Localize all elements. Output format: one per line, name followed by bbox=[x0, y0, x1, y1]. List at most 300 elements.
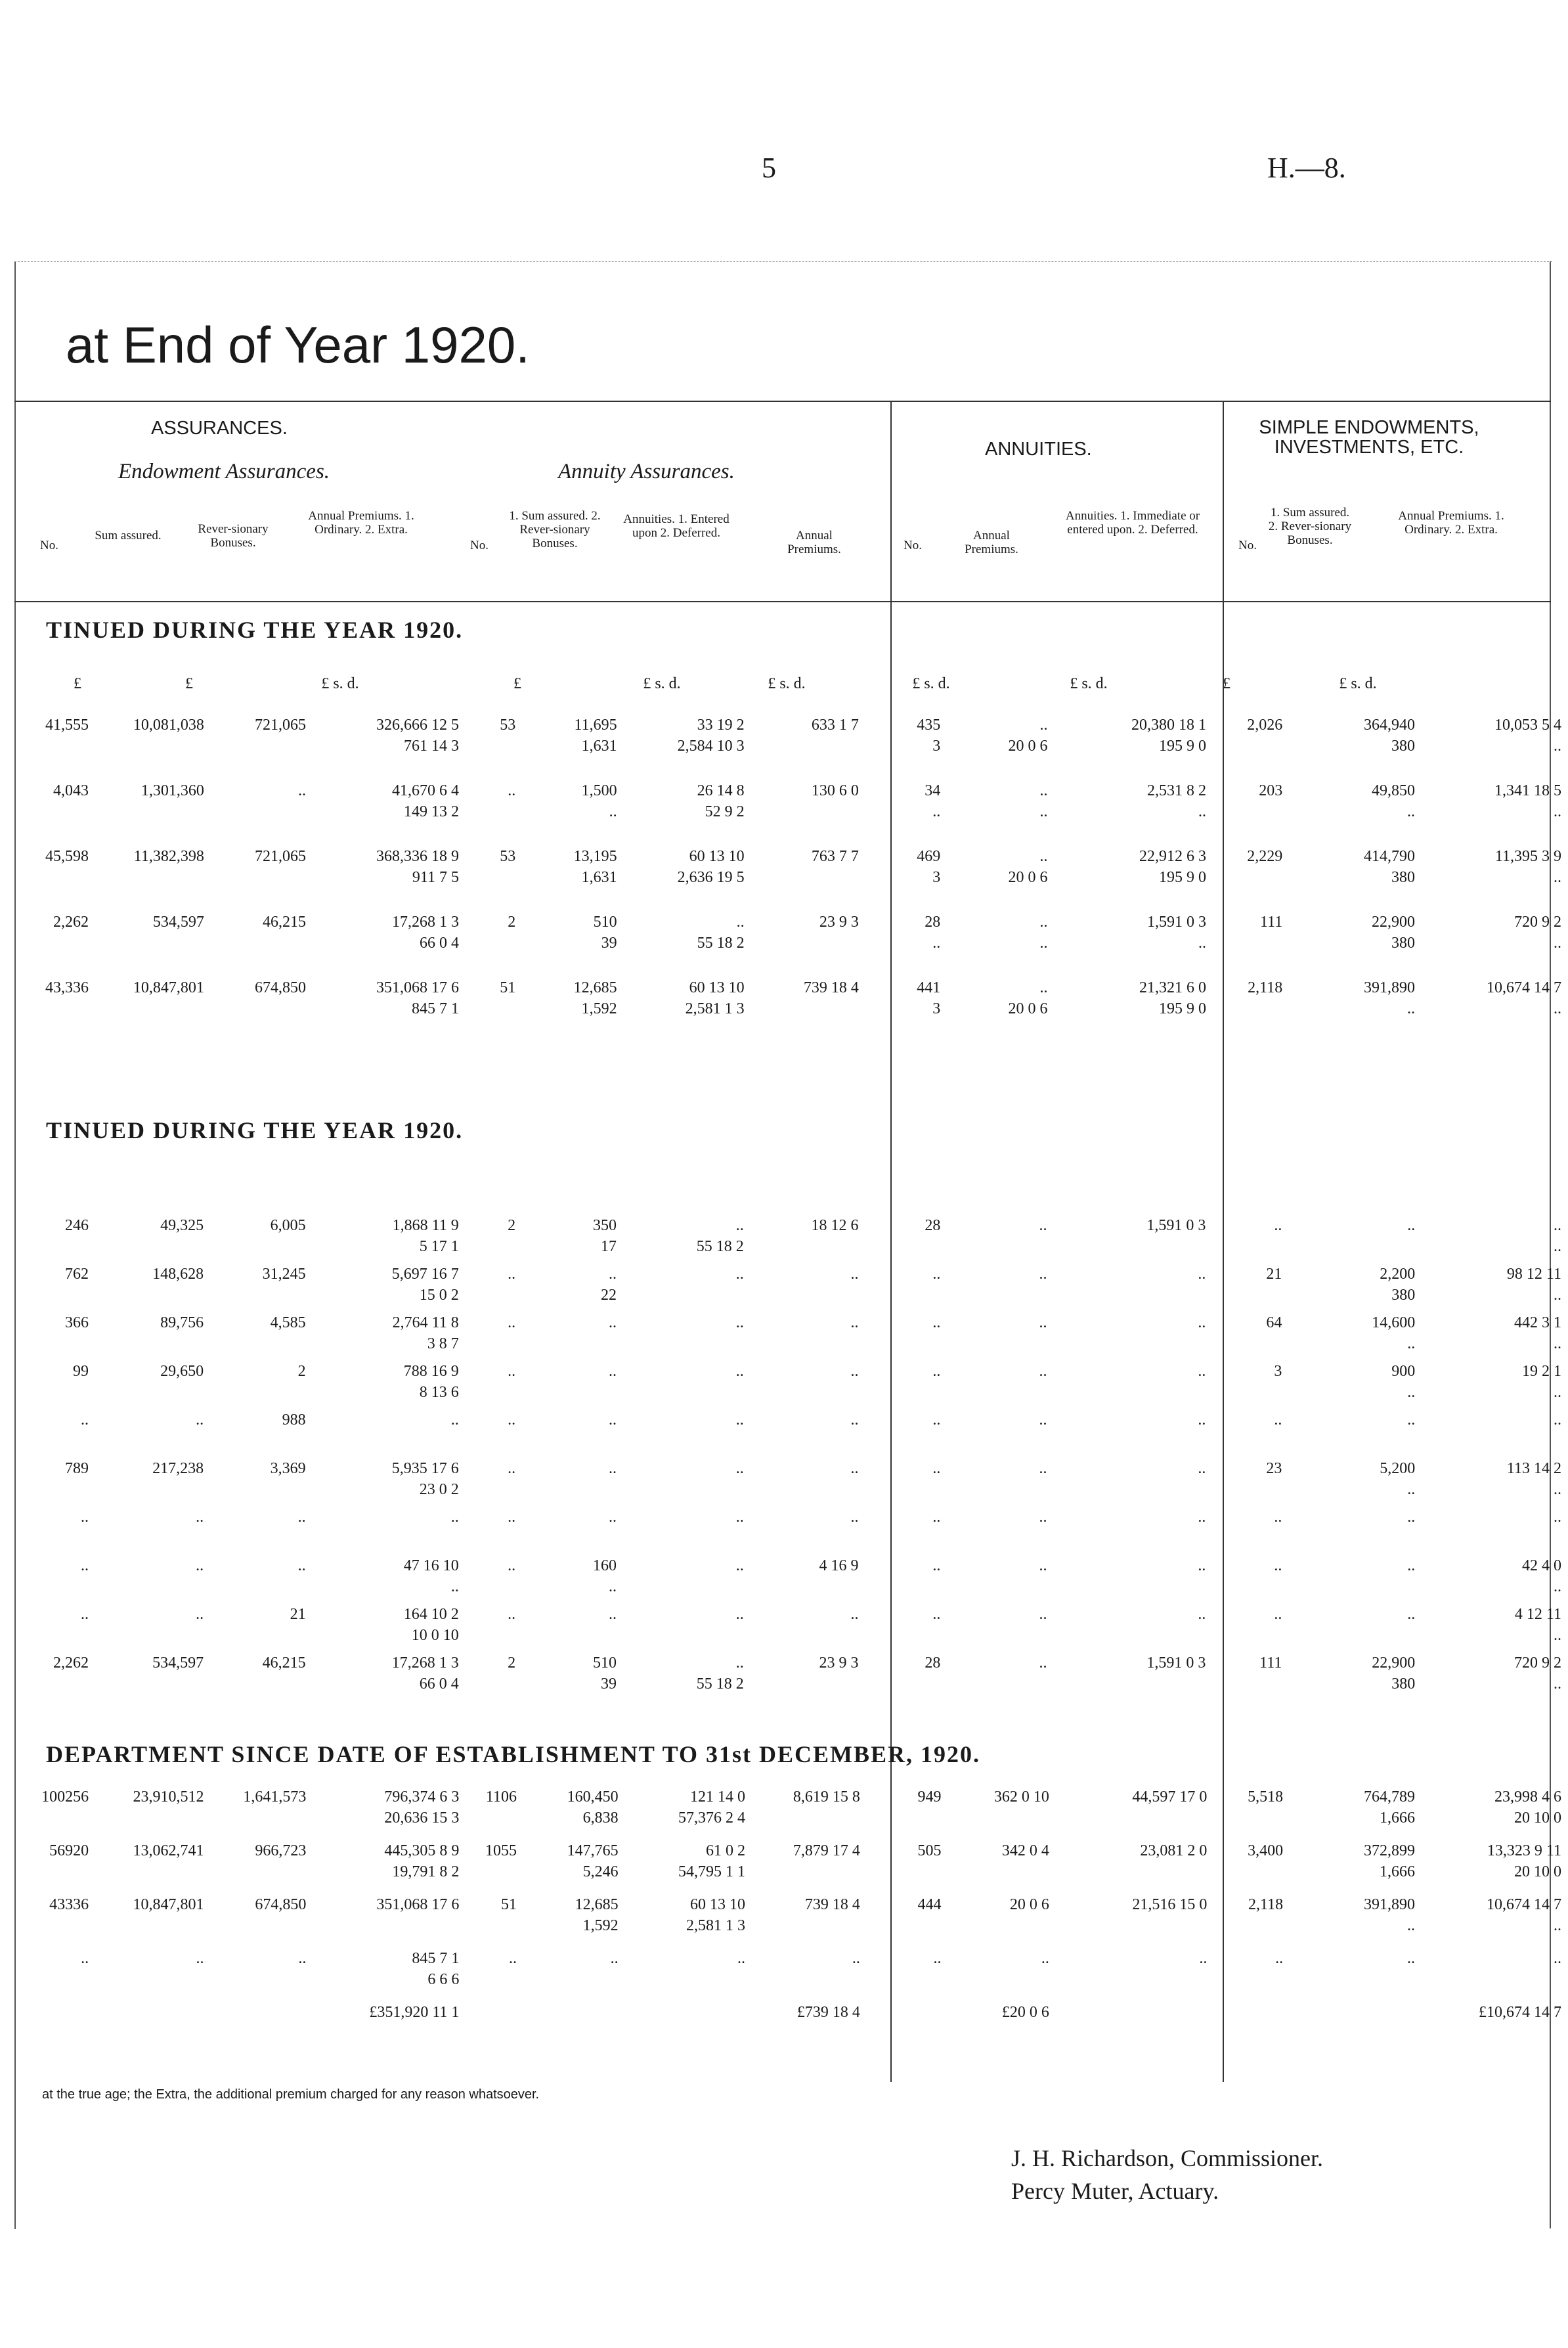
table-cell bbox=[313, 1786, 466, 1840]
cell-line: 966,723 bbox=[255, 1842, 307, 1859]
table-cell bbox=[1289, 846, 1422, 912]
table-cell bbox=[95, 715, 211, 780]
header-bottom-rule bbox=[14, 601, 1551, 602]
table-cell bbox=[947, 1555, 1053, 1604]
cell-line: .. bbox=[1554, 1335, 1561, 1352]
table-row bbox=[18, 780, 1568, 846]
table-cell bbox=[466, 1458, 522, 1507]
cell-line: 23 bbox=[1266, 1460, 1282, 1477]
cell-line: .. bbox=[1554, 1627, 1561, 1644]
table-cell bbox=[1213, 977, 1289, 1043]
cell-line: 788 16 9 bbox=[403, 1363, 459, 1380]
cell-line: 4 12 11 bbox=[1514, 1606, 1561, 1623]
cell-line: 10,847,801 bbox=[133, 1896, 204, 1913]
table-cell bbox=[623, 1409, 751, 1458]
table-cell bbox=[1212, 1264, 1288, 1312]
table-cell bbox=[1053, 1361, 1212, 1409]
col-no: No. bbox=[40, 539, 58, 552]
table-cell bbox=[18, 1840, 95, 1894]
cell-line: .. bbox=[298, 1950, 307, 1967]
table-cell bbox=[947, 1312, 1053, 1361]
table-cell bbox=[466, 1894, 523, 1948]
table-cell bbox=[18, 1507, 95, 1555]
cell-line: 674,850 bbox=[255, 979, 307, 996]
table-row bbox=[18, 1312, 1568, 1361]
cell-line: 10,674 14 7 bbox=[1487, 1896, 1561, 1913]
cell-line: 22,912 6 3 bbox=[1139, 848, 1206, 865]
cell-line: .. bbox=[1406, 1950, 1415, 1967]
table-row bbox=[18, 1264, 1568, 1312]
cell-line: 51 bbox=[500, 979, 516, 996]
cell-line: .. bbox=[850, 1314, 859, 1331]
cell-line: 5,518 bbox=[1248, 1788, 1284, 1805]
cell-line: .. bbox=[1275, 1950, 1284, 1967]
cell-line: 53 bbox=[500, 848, 516, 865]
cell-line: 444 bbox=[917, 1896, 942, 1913]
cell-line: .. bbox=[609, 1266, 617, 1283]
cell-line: .. bbox=[1274, 1411, 1282, 1429]
cell-line: .. bbox=[850, 1411, 859, 1429]
cell-line: .. bbox=[1039, 1266, 1047, 1283]
cell-line: .. bbox=[1554, 935, 1561, 952]
cell-line: .. bbox=[735, 1460, 744, 1477]
table-cell bbox=[752, 1786, 867, 1840]
table-cell bbox=[466, 1786, 523, 1840]
table-cell bbox=[523, 1840, 625, 1894]
table-cell bbox=[18, 2002, 95, 2056]
cell-line: 45,598 bbox=[45, 848, 89, 865]
table-cell bbox=[865, 1409, 947, 1458]
cell-line: .. bbox=[850, 1266, 859, 1283]
cell-line: 8 13 6 bbox=[419, 1384, 459, 1401]
cell-line: .. bbox=[1039, 1411, 1047, 1429]
table-cell bbox=[1056, 1948, 1214, 2002]
table-cell bbox=[18, 1215, 95, 1264]
cell-line: .. bbox=[932, 1460, 941, 1477]
cell-line: .. bbox=[735, 1363, 744, 1380]
cell-line: .. bbox=[735, 1314, 744, 1331]
cell-line: 164 10 2 bbox=[403, 1606, 459, 1623]
table-cell bbox=[1289, 977, 1422, 1043]
table-cell bbox=[948, 1948, 1056, 2002]
cell-line: 534,597 bbox=[152, 914, 204, 931]
cell-line: 28 bbox=[925, 914, 941, 931]
table-cell bbox=[1212, 1361, 1288, 1409]
cell-line: 739 18 4 bbox=[804, 1896, 860, 1913]
table-cell bbox=[1422, 1840, 1568, 1894]
table-cell bbox=[313, 1555, 466, 1604]
table-cell bbox=[865, 1264, 947, 1312]
table-cell bbox=[867, 1786, 948, 1840]
cell-line: 21,516 15 0 bbox=[1132, 1896, 1208, 1913]
page-title: at End of Year 1920. bbox=[66, 316, 530, 374]
cell-line: 39 bbox=[601, 935, 617, 952]
cell-line: .. bbox=[508, 782, 516, 799]
table-cell bbox=[1213, 1948, 1290, 2002]
table-cell bbox=[947, 1652, 1053, 1701]
table-cell bbox=[948, 1894, 1056, 1948]
table-cell bbox=[947, 846, 1054, 912]
table-cell bbox=[623, 1555, 751, 1604]
cell-line: .. bbox=[1039, 1314, 1047, 1331]
table-cell bbox=[1422, 1604, 1568, 1652]
cell-line: .. bbox=[609, 1363, 617, 1380]
cell-line: 23,998 4 6 bbox=[1494, 1788, 1561, 1805]
cell-line: .. bbox=[1407, 1557, 1416, 1574]
cell-line: 674,850 bbox=[255, 1896, 307, 1913]
cell-line: 5,246 bbox=[582, 1863, 619, 1880]
col-annual-premiums-3: Annual Premiums. bbox=[965, 529, 1018, 556]
col-annuities-imm: Annuities. 1. Immediate or entered upon. 2. Deferred. bbox=[1065, 509, 1200, 537]
cell-line: .. bbox=[1039, 1557, 1047, 1574]
cell-line: 362 0 10 bbox=[993, 1788, 1049, 1805]
table-cell bbox=[210, 1652, 313, 1701]
table-cell bbox=[625, 1786, 752, 1840]
cell-line: .. bbox=[1274, 1606, 1282, 1623]
table-cell bbox=[211, 715, 313, 780]
cell-line: .. bbox=[1198, 1363, 1206, 1380]
table-cell bbox=[865, 1312, 947, 1361]
unit-cell: £ bbox=[1223, 675, 1230, 692]
cell-line: 2,581 1 3 bbox=[686, 1917, 745, 1934]
table-cell bbox=[522, 1312, 623, 1361]
table-cell bbox=[522, 1507, 623, 1555]
cell-line: 160 bbox=[593, 1557, 617, 1574]
cell-line: .. bbox=[610, 1950, 619, 1967]
cell-line: .. bbox=[1039, 1509, 1047, 1526]
cell-line: 633 1 7 bbox=[811, 717, 859, 734]
cell-line: 364,940 bbox=[1364, 717, 1416, 734]
cell-line: £739 18 4 bbox=[796, 2004, 860, 2021]
table-cell bbox=[752, 1840, 867, 1894]
cell-line: 2 bbox=[508, 914, 516, 931]
table-cell bbox=[522, 715, 623, 780]
table-cell bbox=[947, 977, 1054, 1043]
table-cell bbox=[1288, 1361, 1422, 1409]
cell-line: 372,899 bbox=[1363, 1842, 1415, 1859]
cell-line: .. bbox=[1199, 1950, 1208, 1967]
table-cell bbox=[18, 780, 95, 846]
cell-line: .. bbox=[1554, 1481, 1561, 1498]
table-cell bbox=[624, 977, 751, 1043]
unit-cell: £ s. d. bbox=[768, 675, 806, 692]
table-cell bbox=[1289, 715, 1422, 780]
table-cell bbox=[1290, 1840, 1422, 1894]
table-cell bbox=[1053, 1409, 1212, 1458]
cell-line: .. bbox=[1039, 1363, 1047, 1380]
table-cell bbox=[867, 1894, 948, 1948]
table-cell bbox=[625, 2002, 752, 2056]
cell-line: 2,262 bbox=[53, 914, 89, 931]
cell-line: 17,268 1 3 bbox=[391, 1654, 459, 1672]
table-cell bbox=[522, 1409, 623, 1458]
col-annual-premiums: Annual Premiums. 1. Ordinary. 2. Extra. bbox=[308, 509, 414, 537]
table-cell bbox=[210, 1948, 313, 2002]
cell-line: 368,336 18 9 bbox=[376, 848, 460, 865]
table-cell bbox=[1213, 1840, 1290, 1894]
cell-line: 21,321 6 0 bbox=[1139, 979, 1206, 996]
cell-line: 326,666 12 5 bbox=[376, 717, 460, 734]
table-cell bbox=[523, 2002, 625, 2056]
cell-line: 160,450 bbox=[567, 1788, 619, 1805]
cell-line: 41,555 bbox=[45, 717, 89, 734]
table-cell bbox=[313, 1361, 466, 1409]
table-cell bbox=[210, 1555, 313, 1604]
cell-line: .. bbox=[1554, 1238, 1561, 1255]
cell-line: .. bbox=[1554, 1384, 1561, 1401]
table-cell bbox=[1422, 1652, 1568, 1701]
table-cell bbox=[751, 1264, 865, 1312]
cell-line: 6 6 6 bbox=[427, 1971, 460, 1988]
table-cell bbox=[624, 715, 751, 780]
cell-line: .. bbox=[297, 1509, 306, 1526]
cell-line: 2,229 bbox=[1247, 848, 1283, 865]
cell-line: 2 bbox=[297, 1363, 306, 1380]
table-cell bbox=[1288, 1507, 1422, 1555]
table-cell bbox=[1422, 1264, 1568, 1312]
table-cell bbox=[1212, 1555, 1288, 1604]
cell-line: 720 9 2 bbox=[1514, 914, 1561, 931]
header-rule bbox=[14, 401, 1551, 402]
cell-line: .. bbox=[932, 1606, 941, 1623]
col-no-3: No. bbox=[904, 539, 922, 552]
cell-line: .. bbox=[735, 1509, 744, 1526]
table-cell bbox=[947, 1458, 1053, 1507]
cell-line: 762 bbox=[65, 1266, 89, 1283]
cell-line: 217,238 bbox=[152, 1460, 204, 1477]
table-cell bbox=[18, 1786, 95, 1840]
cell-line: 111 bbox=[1260, 914, 1283, 931]
cell-line: .. bbox=[850, 1509, 859, 1526]
table-cell bbox=[865, 1215, 947, 1264]
cell-line: .. bbox=[1198, 1266, 1206, 1283]
table-cell bbox=[1289, 912, 1422, 977]
cell-line: 20 0 6 bbox=[1008, 1000, 1048, 1017]
table-cell bbox=[466, 1948, 523, 2002]
cell-line: 60 13 10 bbox=[689, 848, 745, 865]
table-cell bbox=[95, 977, 211, 1043]
table-cell bbox=[1213, 912, 1289, 977]
cell-line: £10,674 14 7 bbox=[1479, 2004, 1561, 2021]
cell-line: .. bbox=[609, 1460, 617, 1477]
cell-line: 17,268 1 3 bbox=[392, 914, 460, 931]
section-heading-1: TINUED DURING THE YEAR 1920. bbox=[46, 617, 464, 643]
cell-line: .. bbox=[1039, 717, 1048, 734]
cell-line: 1,591 0 3 bbox=[1146, 1217, 1206, 1234]
table-cell bbox=[1054, 912, 1213, 977]
cell-line: .. bbox=[1039, 914, 1048, 931]
table-cell bbox=[1422, 1409, 1568, 1458]
table-cell bbox=[1288, 1215, 1422, 1264]
table-cell bbox=[1056, 2002, 1214, 2056]
cell-line: .. bbox=[81, 1557, 89, 1574]
cell-line: .. bbox=[932, 803, 941, 820]
table-cell bbox=[313, 1507, 466, 1555]
table-cell bbox=[948, 1786, 1056, 1840]
table-cell bbox=[751, 1215, 865, 1264]
table-cell bbox=[623, 1264, 751, 1312]
cell-line: 6,005 bbox=[270, 1217, 306, 1234]
cell-line: .. bbox=[1554, 1917, 1561, 1934]
cell-line: 20 10 0 bbox=[1514, 1863, 1561, 1880]
annuities-header: ANNUITIES. bbox=[985, 439, 1092, 460]
cell-line: 10,053 5 4 bbox=[1494, 717, 1561, 734]
cell-line: 2 bbox=[508, 1217, 516, 1234]
cell-line: 351,068 17 6 bbox=[376, 1896, 460, 1913]
table-cell bbox=[865, 1507, 947, 1555]
table-cell bbox=[865, 912, 947, 977]
table-cell bbox=[1422, 1786, 1568, 1840]
table-cell bbox=[1212, 1458, 1288, 1507]
table-cell bbox=[1053, 1507, 1212, 1555]
cell-line: .. bbox=[609, 1314, 617, 1331]
cell-line: .. bbox=[1198, 1509, 1206, 1526]
cell-line: .. bbox=[1039, 848, 1048, 865]
cell-line: 5,200 bbox=[1380, 1460, 1416, 1477]
cell-line: 52 9 2 bbox=[705, 803, 745, 820]
cell-line: 43336 bbox=[49, 1896, 89, 1913]
table-cell bbox=[1422, 1507, 1568, 1555]
cell-line: .. bbox=[932, 1363, 941, 1380]
table-cell bbox=[523, 1786, 625, 1840]
unit-cell: £ s. d. bbox=[912, 675, 950, 692]
cell-line: .. bbox=[1039, 1606, 1047, 1623]
cell-line: 130 6 0 bbox=[811, 782, 859, 799]
table-section-3 bbox=[18, 1786, 1568, 2056]
cell-line: 3 bbox=[932, 738, 941, 755]
cell-line: .. bbox=[1407, 1217, 1416, 1234]
table-cell bbox=[1212, 1604, 1288, 1652]
table-cell bbox=[211, 780, 313, 846]
table-cell bbox=[865, 1361, 947, 1409]
cell-line: .. bbox=[1554, 1509, 1561, 1526]
table-cell bbox=[1288, 1652, 1422, 1701]
cell-line: .. bbox=[932, 935, 941, 952]
table-cell bbox=[623, 1604, 751, 1652]
table-cell bbox=[1288, 1458, 1422, 1507]
cell-line: 1,592 bbox=[581, 1000, 617, 1017]
table-cell bbox=[1290, 1786, 1422, 1840]
cell-line: 739 18 4 bbox=[803, 979, 859, 996]
cell-line: 5,935 17 6 bbox=[391, 1460, 459, 1477]
table-cell bbox=[1288, 1555, 1422, 1604]
cell-line: .. bbox=[1407, 803, 1416, 820]
col-sum-rev: 1. Sum assured. 2. Rever-sionary Bonuses. bbox=[509, 509, 601, 550]
table-cell bbox=[1053, 1555, 1212, 1604]
cell-line: .. bbox=[1554, 738, 1561, 755]
table-cell bbox=[623, 1361, 751, 1409]
table-cell bbox=[95, 846, 211, 912]
table-cell bbox=[210, 1786, 313, 1840]
table-row bbox=[18, 912, 1568, 977]
cell-line: 55 18 2 bbox=[697, 935, 745, 952]
cell-line: 149 13 2 bbox=[404, 803, 460, 820]
table-cell bbox=[95, 1264, 210, 1312]
cell-line: 60 13 10 bbox=[689, 979, 745, 996]
cell-line: 100256 bbox=[41, 1788, 89, 1805]
units-row bbox=[18, 673, 1424, 694]
table-row bbox=[18, 1215, 1568, 1264]
table-cell bbox=[95, 1507, 210, 1555]
col-annual-premiums-4: Annual Premiums. 1. Ordinary. 2. Extra. bbox=[1398, 509, 1504, 537]
table-cell bbox=[1213, 1894, 1290, 1948]
cell-line: .. bbox=[735, 1606, 744, 1623]
table-cell bbox=[313, 846, 466, 912]
cell-line: 1,591 0 3 bbox=[1146, 1654, 1206, 1672]
cell-line: 20 0 6 bbox=[1009, 1896, 1049, 1913]
table-cell bbox=[1212, 1312, 1288, 1361]
cell-line: 505 bbox=[917, 1842, 942, 1859]
cell-line: .. bbox=[1407, 1000, 1416, 1017]
cell-line: .. bbox=[850, 1460, 859, 1477]
cell-line: .. bbox=[1039, 1460, 1047, 1477]
cell-line: .. bbox=[297, 1557, 306, 1574]
table-row bbox=[18, 1555, 1568, 1604]
col-no-2: No. bbox=[470, 539, 489, 552]
table-cell bbox=[623, 1507, 751, 1555]
table-cell bbox=[1054, 846, 1213, 912]
cell-line: 3 bbox=[932, 1000, 941, 1017]
cell-line: 56920 bbox=[49, 1842, 89, 1859]
table-cell bbox=[1422, 1948, 1568, 2002]
col-annuities-ed: Annuities. 1. Entered upon 2. Deferred. bbox=[623, 512, 730, 540]
table-cell bbox=[210, 2002, 313, 2056]
cell-line: .. bbox=[1554, 1000, 1561, 1017]
cell-line: 54,795 1 1 bbox=[678, 1863, 745, 1880]
table-cell bbox=[947, 912, 1054, 977]
table-cell bbox=[751, 1604, 865, 1652]
table-cell bbox=[18, 1409, 95, 1458]
cell-line: 55 18 2 bbox=[696, 1238, 744, 1255]
cell-line: .. bbox=[1198, 803, 1206, 820]
section-heading-2: TINUED DURING THE YEAR 1920. bbox=[46, 1117, 464, 1143]
cell-line: 2,581 1 3 bbox=[685, 1000, 745, 1017]
table-cell bbox=[1056, 1840, 1214, 1894]
table-row bbox=[18, 1361, 1568, 1409]
table-cell bbox=[751, 1458, 865, 1507]
cell-line: 49,325 bbox=[160, 1217, 204, 1234]
cell-line: .. bbox=[1554, 869, 1561, 886]
cell-line: .. bbox=[1554, 1217, 1561, 1234]
cell-line: 46,215 bbox=[263, 914, 307, 931]
table-cell bbox=[1053, 1264, 1212, 1312]
cell-line: 13,323 9 11 bbox=[1487, 1842, 1561, 1859]
cell-line: 66 0 4 bbox=[420, 935, 460, 952]
cell-line: 391,890 bbox=[1364, 979, 1416, 996]
cell-line: 763 7 7 bbox=[811, 848, 859, 865]
cell-line: 11,382,398 bbox=[133, 848, 204, 865]
cell-line: 2,026 bbox=[1247, 717, 1283, 734]
cell-line: .. bbox=[450, 1509, 459, 1526]
cell-line: 113 14 2 bbox=[1506, 1460, 1561, 1477]
table-cell bbox=[18, 1604, 95, 1652]
cell-line: 2,118 bbox=[1248, 979, 1283, 996]
table-cell bbox=[210, 1312, 313, 1361]
table-cell bbox=[1290, 2002, 1422, 2056]
cell-line: 366 bbox=[65, 1314, 89, 1331]
col-reversionary: Rever-sionary Bonuses. bbox=[198, 522, 269, 550]
cell-line: 195 9 0 bbox=[1159, 1000, 1206, 1017]
table-cell bbox=[1422, 912, 1568, 977]
table-cell bbox=[522, 780, 623, 846]
table-cell bbox=[1422, 1312, 1568, 1361]
table-cell bbox=[947, 1361, 1053, 1409]
table-cell bbox=[466, 715, 522, 780]
table-cell bbox=[466, 1840, 523, 1894]
table-cell bbox=[751, 715, 865, 780]
table-cell bbox=[313, 780, 466, 846]
document-reference: H.—8. bbox=[1267, 152, 1346, 184]
